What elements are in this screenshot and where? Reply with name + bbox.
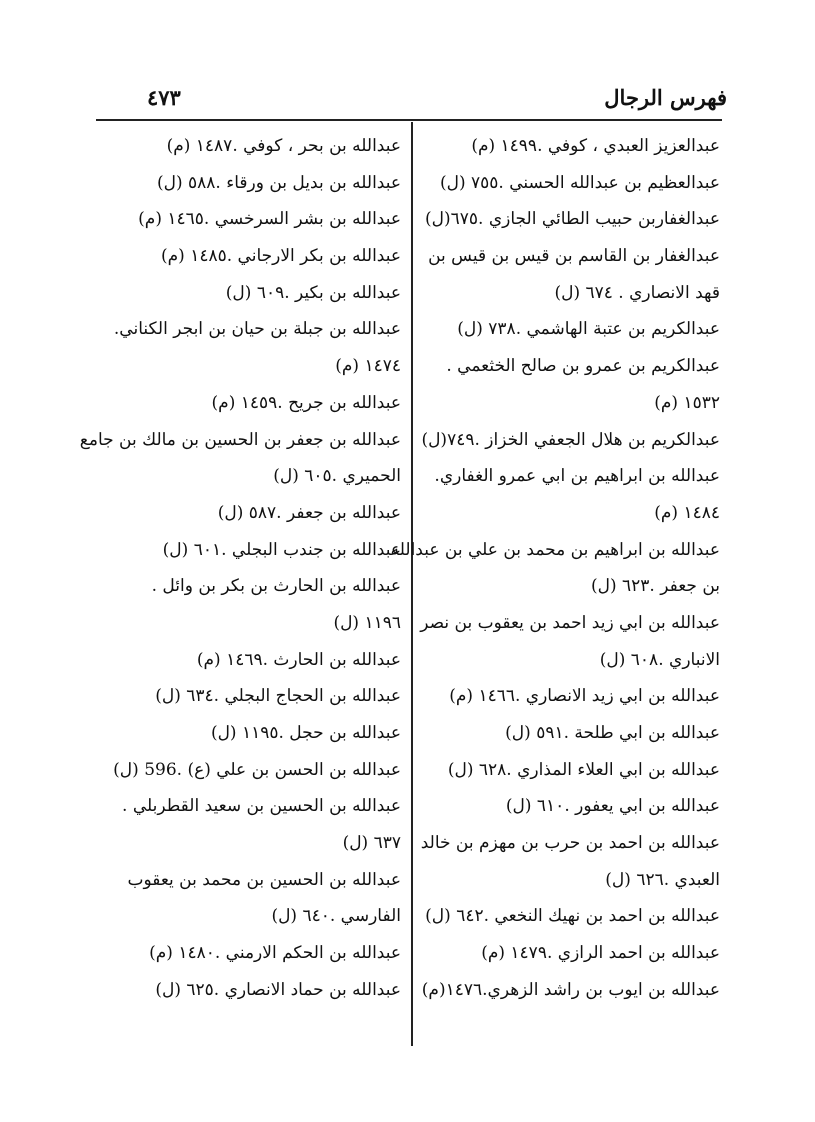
index-entry: عبدالله بن ابي طلحة .٥٩١ (ل) (505, 723, 720, 743)
index-entry: عبدالله بن احمد بن حرب بن مهزم بن خالد (420, 833, 720, 854)
index-entry: العبدي .٦٢٦ (ل) (605, 869, 720, 890)
index-entry: عبدالعظيم بن عبدالله الحسني .٧٥٥ (ل) (439, 172, 720, 193)
index-entry: ٦٣٧ (ل) (342, 833, 401, 854)
index-entry: عبدالله بن الحجاج البجلي .٦٣٤ (ل) (155, 686, 401, 707)
index-entry: عبدالله بن جعفر بن الحسين بن مالك بن جامع (79, 429, 401, 450)
index-entry: عبدالله بن بكر الارجاني .١٤٨٥ (م) (161, 246, 401, 267)
index-entry: عبدالعزيز العبدي ، كوفي .١٤٩٩ (م) (471, 136, 720, 156)
index-entry: الفارسي .٦٤٠ (ل) (271, 906, 401, 927)
index-entry: عبدالله بن ابي زيد الانصاري .١٤٦٦ (م) (449, 686, 720, 707)
index-entry: عبدالله بن جعفر .٥٨٧ (ل) (217, 502, 401, 523)
index-entry: عبدالله بن بكير .٦٠٩ (ل) (225, 282, 401, 303)
index-entry: عبدالله بن جبلة بن حيان بن ابجر الكناني. (113, 319, 401, 340)
index-entry: عبدالغفار بن القاسم بن قيس بن قيس بن (428, 246, 720, 267)
index-entry: ١١٩٦ (ل) (333, 612, 401, 633)
index-entry: عبدالله بن الحسين بن سعيد القطربلي . (122, 796, 401, 817)
index-entry: عبدالله بن ابراهيم بن محمد بن علي بن عبدالله (390, 539, 720, 560)
right-column (390, 128, 720, 1009)
running-header-title: فهرس الرجال (604, 85, 727, 110)
index-entry: عبدالله بن الحارث .١٤٦٩ (م) (196, 649, 401, 670)
index-entry: عبدالله بن بحر ، كوفي .١٤٨٧ (م) (166, 136, 401, 156)
index-entry: عبدالغفاربن حبيب الطائي الجازي .٦٧٥(ل) (425, 209, 720, 230)
index-entry: عبدالله بن الحكم الارمني .١٤٨٠ (م) (149, 943, 401, 964)
index-entry: عبدالله بن جريح .١٤٥٩ (م) (211, 392, 401, 413)
index-entry: الانباري .٦٠٨ (ل) (599, 649, 720, 670)
index-entry: بن جعفر .٦٢٣ (ل) (590, 576, 720, 597)
index-entry: الحميري .٦٠٥ (ل) (273, 466, 401, 487)
index-entry: عبدالله بن الحسين بن محمد بن يعقوب (127, 869, 401, 890)
index-entry: عبدالله بن الحسن بن علي (ع) .596 (ل) (113, 759, 401, 780)
index-entry: قهد الانصاري . ٦٧٤ (ل) (554, 282, 720, 303)
index-entry: ١٥٣٢ (م) (654, 392, 720, 413)
index-entry: عبدالله بن الحارث بن بكر بن وائل . (151, 576, 401, 597)
index-entry: ١٤٧٤ (م) (335, 356, 401, 377)
index-entry: ١٤٨٤ (م) (654, 502, 720, 523)
column-divider (411, 122, 413, 1046)
index-entry: عبدالكريم بن عتبة الهاشمي .٧٣٨ (ل) (457, 319, 720, 340)
index-entry: عبدالله بن احمد بن نهيك النخعي .٦٤٢ (ل) (425, 906, 720, 927)
index-entry: عبدالله بن احمد الرازي .١٤٧٩ (م) (481, 943, 720, 964)
index-entry: عبدالله بن حجل .١١٩٥ (ل) (210, 723, 401, 743)
header-rule (96, 119, 722, 121)
index-entry: عبدالله بن بديل بن ورقاء .٥٨٨ (ل) (156, 172, 401, 193)
index-entry: عبدالله بن حماد الانصاري .٦٢٥ (ل) (155, 979, 401, 1000)
index-entry: عبدالله بن ابي يعفور .٦١٠ (ل) (505, 796, 720, 817)
left-column (79, 128, 401, 1009)
index-entry: عبدالله بن ابي العلاء المذاري .٦٢٨ (ل) (447, 759, 720, 780)
page-number: ٤٧٣ (147, 85, 181, 110)
index-entry: عبدالله بن ابي زيد احمد بن يعقوب بن نصر (420, 612, 720, 633)
index-entry: عبدالله بن ايوب بن راشد الزهري.١٤٧٦(م) (421, 979, 720, 1000)
index-entry: عبدالكريم بن عمرو بن صالح الخثعمي . (446, 356, 720, 377)
index-entry: عبدالله بن بشر السرخسي .١٤٦٥ (م) (138, 209, 401, 230)
index-entry: عبدالكريم بن هلال الجعفي الخزاز .٧٤٩(ل) (421, 429, 720, 450)
index-entry: عبدالله بن جندب البجلي .٦٠١ (ل) (162, 539, 401, 560)
index-entry: عبدالله بن ابراهيم بن ابي عمرو الغفاري. (434, 466, 720, 487)
